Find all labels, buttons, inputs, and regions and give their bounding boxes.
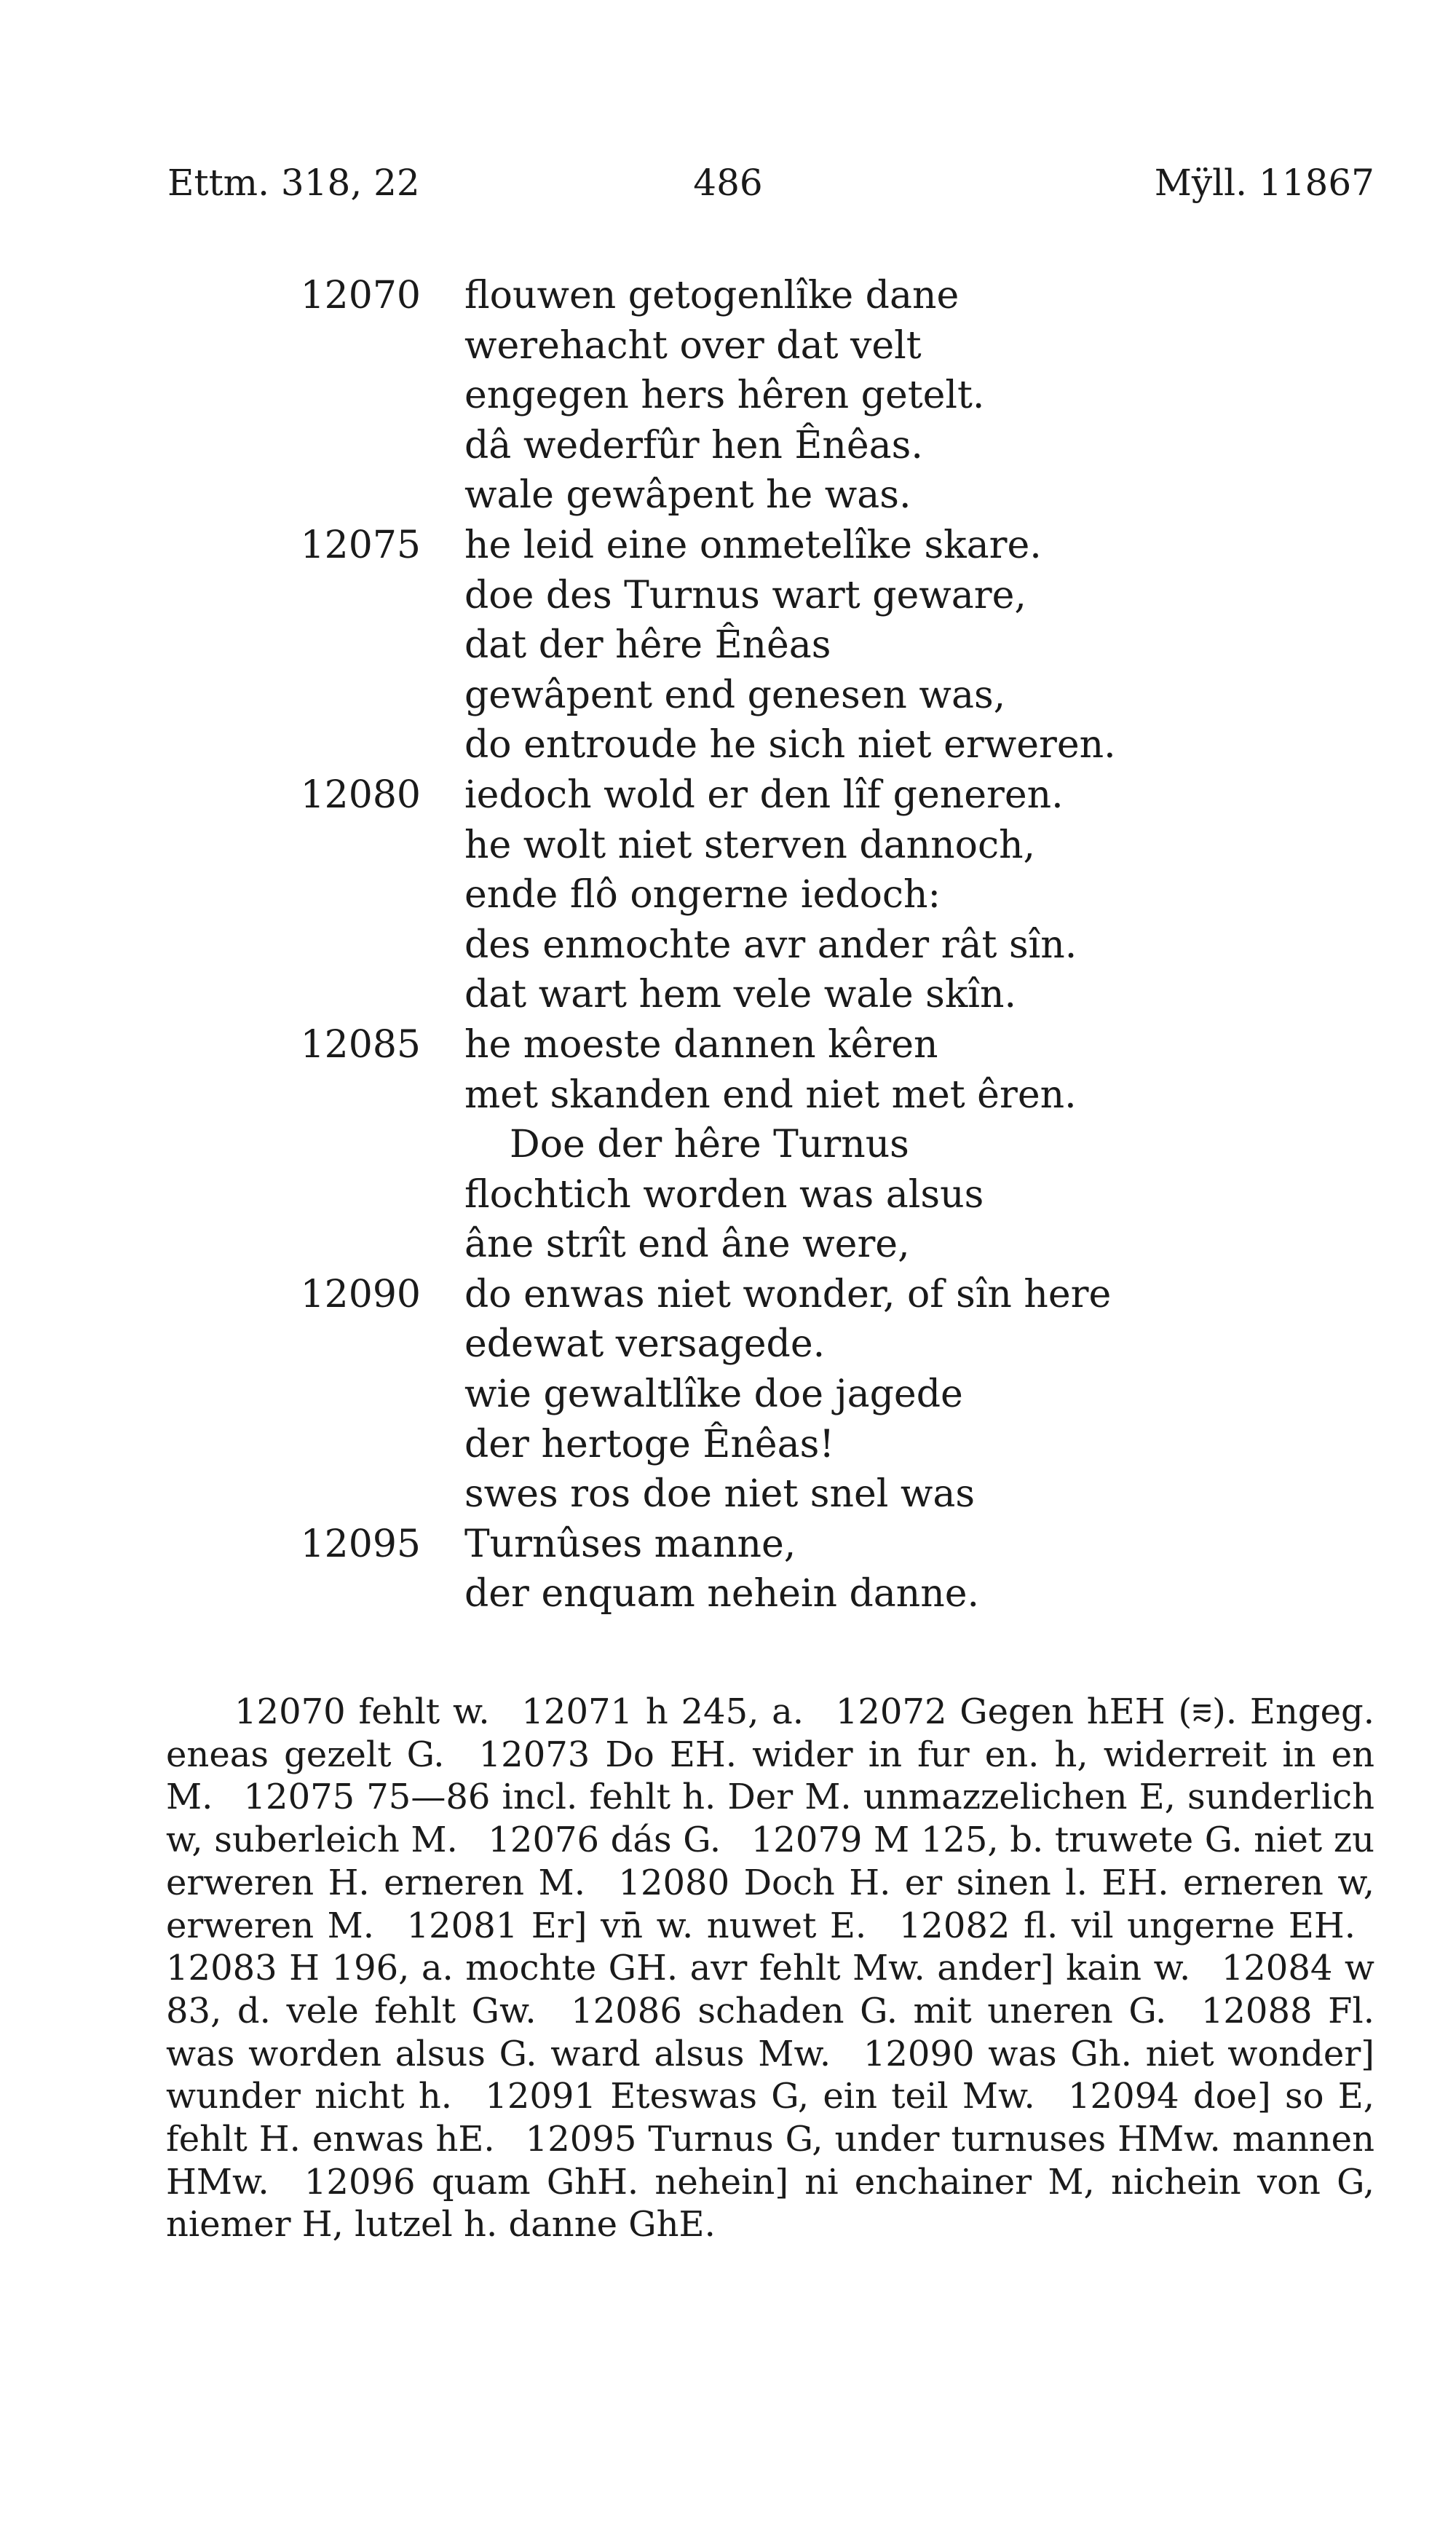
apparatus-entry: 12086 schaden G. mit uneren G. (571, 1990, 1167, 2031)
verse-text-line: engegen hers hêren getelt. (464, 374, 985, 418)
header-source-reference: Ettm. 318, 22 (167, 162, 420, 204)
verse-line (0, 470, 1456, 521)
verse-text-line: dat wart hem vele wale skîn. (464, 973, 1016, 1017)
verse-line (0, 720, 1456, 770)
verse-line (0, 620, 1456, 671)
verse-text-line: der hertoge Ênêas! (464, 1422, 835, 1466)
verse-line (0, 271, 1456, 321)
verse-line (0, 870, 1456, 920)
apparatus-entry: 12090 was Gh. niet wonder] wunder nicht h. (166, 2033, 1375, 2117)
apparatus-entry: 12096 quam GhH. nehein] ni enchainer M, nichein von G, niemer H, lutzel h. danne GhE. (166, 2161, 1374, 2245)
verse-text-line: he moeste dannen kêren (464, 1022, 938, 1067)
verse-line (0, 1220, 1456, 1270)
verse-line (0, 371, 1456, 421)
critical-apparatus (166, 1691, 1374, 2246)
verse-number: 12075 (300, 523, 421, 567)
verse-text (0, 271, 1456, 1619)
apparatus-paragraph (166, 1691, 1374, 2246)
apparatus-entry: 12070 fehlt w. (234, 1691, 490, 1732)
apparatus-entry: 12073 Do EH. wider in fur en. h, widerreit in en M. (166, 1734, 1374, 1818)
verse-number: 12095 (300, 1522, 421, 1566)
verse-line (0, 321, 1456, 371)
verse-line (0, 1520, 1456, 1570)
verse-text-line: met skanden end niet met êren. (464, 1073, 1077, 1117)
verse-text-line: iedoch wold er den lîf generen. (464, 773, 1064, 817)
verse-line (0, 1120, 1456, 1170)
verse-line (0, 1270, 1456, 1320)
verse-line (0, 1370, 1456, 1420)
verse-line (0, 671, 1456, 721)
verse-text-line: Doe der hêre Turnus (510, 1123, 909, 1167)
apparatus-entry: 12072 Gegen hEH (⩳). Engeg. eneas gezelt G. (166, 1691, 1374, 1775)
apparatus-entry: 12079 M 125, b. truwete G. niet zu erweren H. erneren M. (166, 1820, 1375, 1903)
verse-text-line: wie gewaltlîke doe jagede (464, 1372, 963, 1417)
verse-line (0, 1070, 1456, 1121)
verse-line (0, 920, 1456, 971)
verse-text-line: edewat versagede. (464, 1322, 826, 1367)
verse-text-line: des enmochte avr ander rât sîn. (464, 923, 1077, 967)
apparatus-entry: 12083 H 196, a. mochte GH. avr fehlt Mw. ander] kain w. (166, 1948, 1191, 1989)
verse-text-line: he leid eine onmetelîke skare. (464, 523, 1042, 567)
apparatus-entry: 12080 Doch H. er sinen l. EH. erneren w, erweren M. (166, 1862, 1375, 1946)
verse-text-line: âne strît end âne were, (464, 1222, 910, 1267)
verse-text-line: flochtich worden was alsus (464, 1172, 984, 1217)
verse-number: 12090 (300, 1272, 421, 1316)
verse-text-line: werehacht over dat velt (464, 323, 922, 368)
verse-line (0, 970, 1456, 1020)
apparatus-entry: 12084 w 83, d. vele fehlt Gw. (166, 1948, 1374, 2031)
verse-text-line: der enquam nehein danne. (464, 1572, 980, 1616)
apparatus-entry: 12076 dás G. (488, 1820, 721, 1861)
apparatus-entry: 12075 75—86 incl. fehlt h. Der M. unmazzelichen E, sunderlich w, suberleich M. (166, 1777, 1374, 1861)
verse-line (0, 1569, 1456, 1619)
apparatus-entry: 12082 fl. vil ungerne EH. (898, 1905, 1356, 1946)
apparatus-entry: 12081 Er] vn̄ w. nuwet E. (406, 1905, 867, 1946)
verse-line (0, 821, 1456, 871)
verse-text-line: ende flô ongerne iedoch: (464, 873, 941, 917)
verse-line (0, 421, 1456, 471)
verse-text-line: gewâpent end genesen was, (464, 673, 1006, 717)
verse-line (0, 1020, 1456, 1070)
verse-text-line: doe des Turnus wart geware, (464, 573, 1026, 617)
apparatus-entry: 12094 doe] so E, fehlt H. enwas hE. (166, 2076, 1375, 2160)
verse-text-line: swes ros doe niet snel was (464, 1472, 976, 1517)
apparatus-entry: 12095 Turnus G, under turnuses HMw. mannen HMw. (166, 2119, 1375, 2203)
verse-line (0, 1469, 1456, 1520)
verse-text-line: do enwas niet wonder, of sîn here (464, 1272, 1112, 1316)
verse-text-line: flouwen getogenlîke dane (464, 274, 960, 317)
apparatus-entry: 12088 Fl. was worden alsus G. ward alsus Mw. (166, 1990, 1375, 2074)
verse-text-line: wale gewâpent he was. (464, 473, 911, 518)
verse-number: 12070 (300, 274, 421, 317)
verse-text-line: do entroude he sich niet erweren. (464, 723, 1116, 767)
verse-line (0, 571, 1456, 621)
verse-number: 12080 (300, 773, 421, 817)
verse-text-line: Turnûses manne, (464, 1522, 796, 1566)
apparatus-entry: 12091 Eteswas G, ein teil Mw. (485, 2076, 1035, 2117)
verse-text-line: dat der hêre Ênêas (464, 623, 831, 668)
verse-line (0, 1170, 1456, 1220)
apparatus-entry: 12071 h 245, a. (521, 1691, 804, 1732)
page-header (0, 162, 1456, 213)
verse-line (0, 770, 1456, 821)
header-edition-reference: Mÿll. 11867 (1154, 162, 1374, 204)
page-number: 486 (693, 162, 763, 204)
verse-number: 12085 (300, 1022, 421, 1067)
verse-text-line: dâ wederfûr hen Ênêas. (464, 423, 923, 467)
verse-line (0, 521, 1456, 571)
verse-text-line: he wolt niet sterven dannoch, (464, 823, 1036, 867)
verse-line (0, 1319, 1456, 1370)
verse-line (0, 1420, 1456, 1470)
